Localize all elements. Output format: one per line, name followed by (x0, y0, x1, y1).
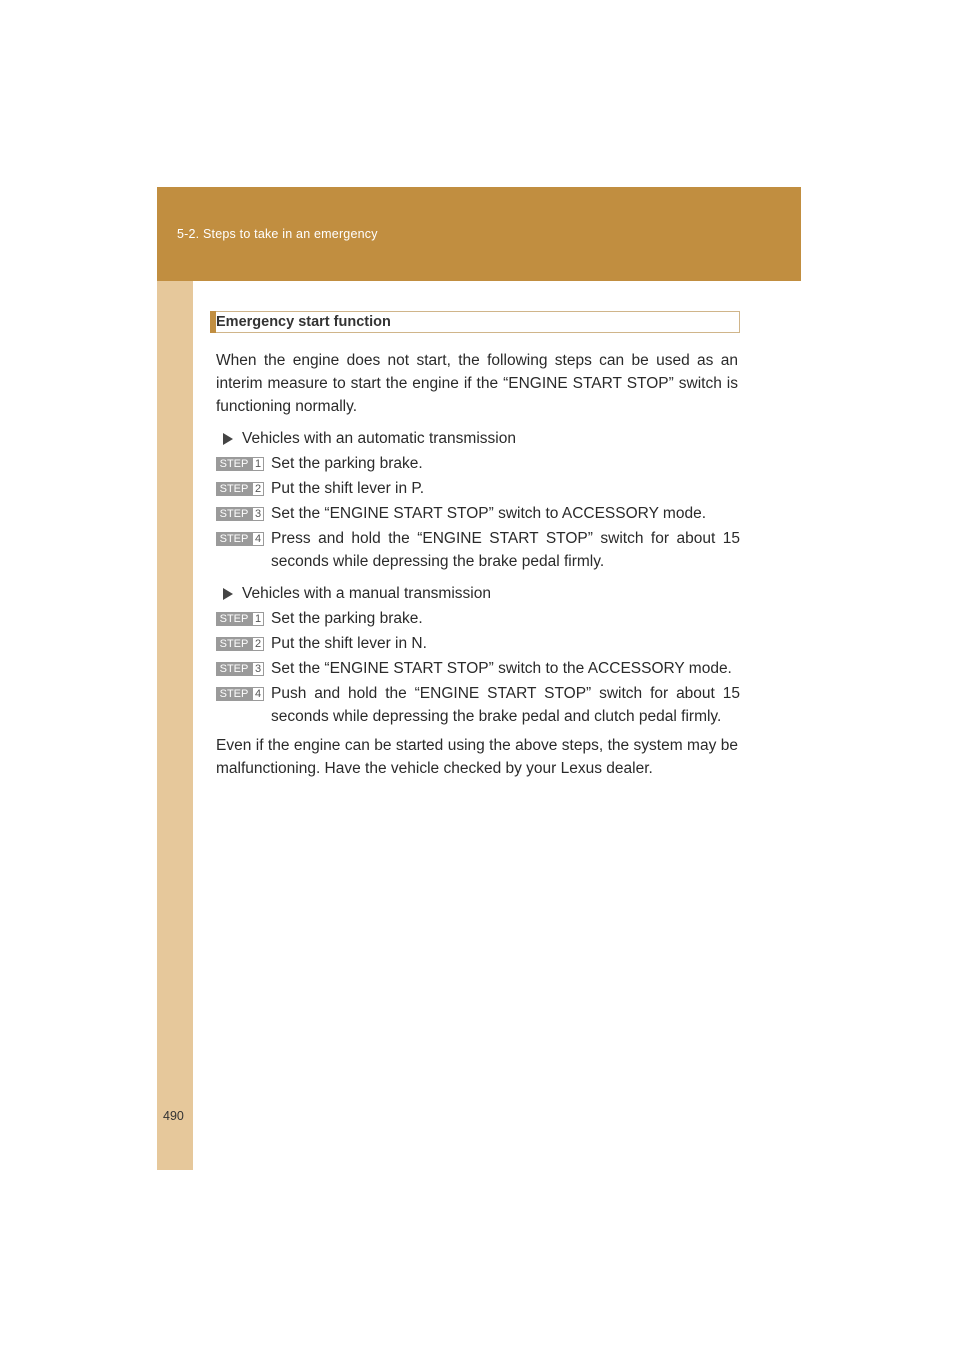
step-badge-number: 3 (252, 662, 264, 676)
group-head-manual (216, 582, 740, 605)
step-text: Set the parking brake. (271, 610, 423, 627)
subheading: Emergency start function (216, 314, 391, 330)
triangle-right-icon (223, 433, 233, 445)
step-badge-word: STEP (216, 507, 252, 521)
page-number: 490 (163, 1109, 184, 1123)
step-badge-number: 3 (252, 507, 264, 521)
step-badge-number: 2 (252, 637, 264, 651)
step-badge-word: STEP (216, 532, 252, 546)
step-text: Put the shift lever in P. (271, 480, 425, 497)
step-badge (216, 457, 266, 471)
step-badge-number: 2 (252, 482, 264, 496)
step-text: Set the “ENGINE START STOP” switch to the ACCESSORY mode. (271, 660, 732, 677)
step-item (216, 682, 740, 728)
step-item (216, 477, 740, 500)
triangle-right-icon (223, 588, 233, 600)
step-item (216, 452, 740, 475)
step-item (216, 607, 740, 630)
step-item (216, 632, 740, 655)
section-title: 5-2. Steps to take in an emergency (177, 227, 378, 241)
step-badge-word: STEP (216, 637, 252, 651)
step-badge (216, 637, 266, 651)
step-badge (216, 687, 266, 701)
step-badge-word: STEP (216, 482, 252, 496)
step-badge (216, 482, 266, 496)
step-badge-number: 1 (252, 612, 264, 626)
group-title: Vehicles with an automatic transmission (242, 430, 516, 447)
side-band (157, 281, 193, 1170)
header-band (157, 187, 801, 281)
step-text: Push and hold the “ENGINE START STOP” switch for about 15 seconds while depressing the brake pedal and clutch pedal firmly. (271, 685, 740, 725)
group-title: Vehicles with a manual transmission (242, 585, 491, 602)
step-badge-word: STEP (216, 457, 252, 471)
step-badge-number: 1 (252, 457, 264, 471)
step-text: Put the shift lever in N. (271, 635, 427, 652)
step-badge (216, 612, 266, 626)
outro-paragraph: Even if the engine can be started using the above steps, the system may be malfunctioning. Have the vehicle checked by your Lexus dealer. (216, 737, 738, 777)
step-item (216, 527, 740, 573)
intro-paragraph: When the engine does not start, the following steps can be used as an interim measure to start the engine if the “ENGINE START STOP” switch is functioning normally. (216, 352, 738, 415)
step-badge-word: STEP (216, 612, 252, 626)
step-badge (216, 532, 266, 546)
step-badge (216, 662, 266, 676)
step-badge (216, 507, 266, 521)
step-text: Set the parking brake. (271, 455, 423, 472)
step-text: Press and hold the “ENGINE START STOP” switch for about 15 seconds while depressing the brake pedal firmly. (271, 530, 740, 570)
step-badge-word: STEP (216, 687, 252, 701)
subheading-box (216, 311, 740, 333)
step-badge-number: 4 (252, 532, 264, 546)
group-head-automatic (216, 427, 740, 450)
content (216, 311, 740, 780)
step-item (216, 502, 740, 525)
step-badge-number: 4 (252, 687, 264, 701)
step-text: Set the “ENGINE START STOP” switch to ACCESSORY mode. (271, 505, 707, 522)
step-badge-word: STEP (216, 662, 252, 676)
step-item (216, 657, 740, 680)
